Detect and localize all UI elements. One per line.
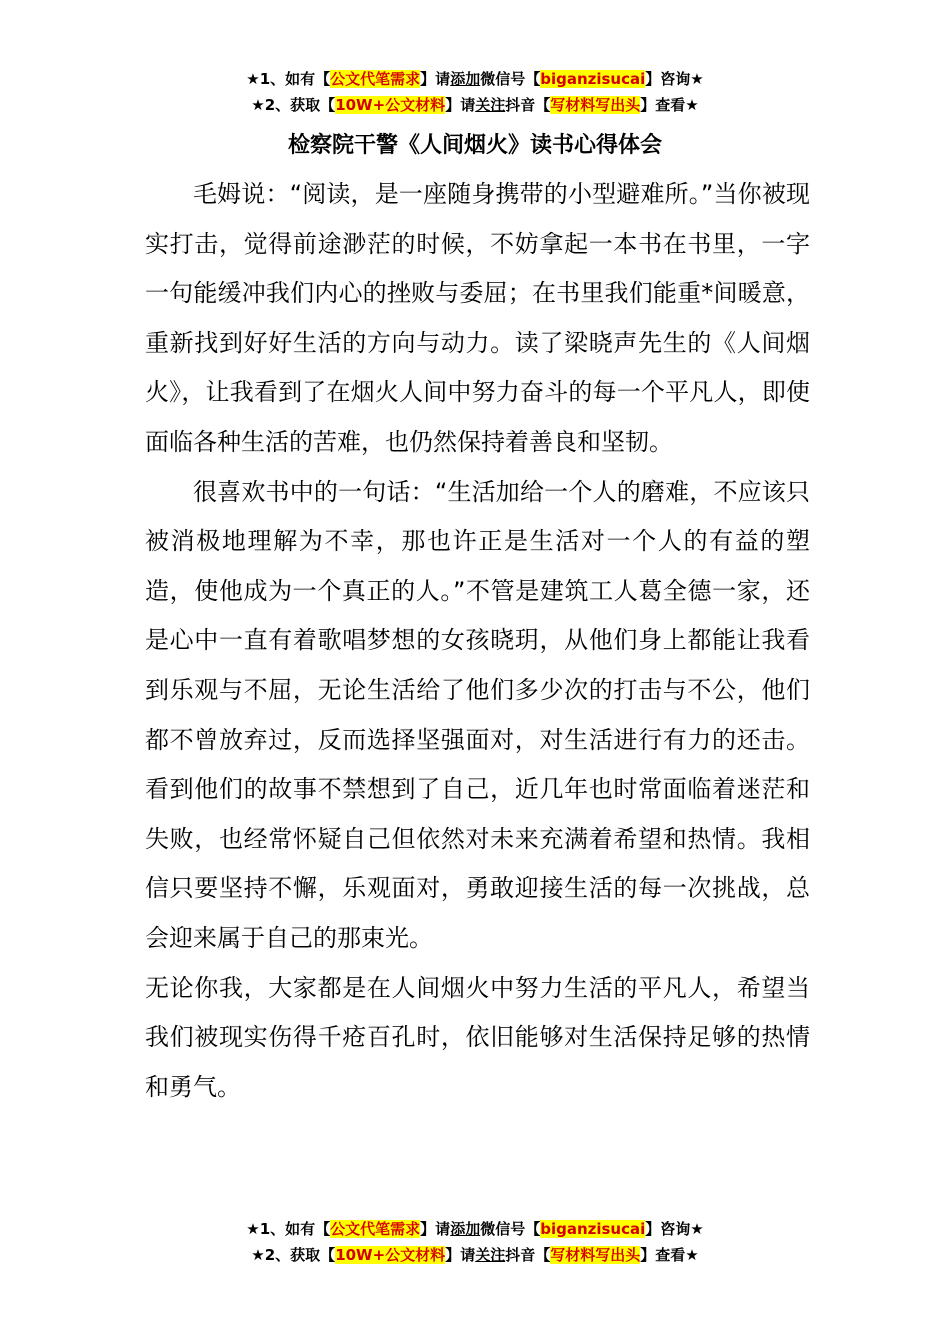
footer-banner xyxy=(0,1216,950,1268)
banner-text-underlined: 关注 xyxy=(475,1246,506,1264)
banner-text: 】请 xyxy=(420,70,451,88)
banner-text: 】请 xyxy=(445,96,476,114)
banner-text: 微信号【 xyxy=(480,70,541,88)
banner-text: 】查看★ xyxy=(640,1246,699,1264)
banner-text: ★2、获取【 xyxy=(251,96,336,114)
banner-text: 】请 xyxy=(445,1246,476,1264)
banner-line-2 xyxy=(0,1242,950,1268)
banner-text: 微信号【 xyxy=(480,1220,541,1238)
banner-text-underlined: 添加 xyxy=(450,70,481,88)
banner-line-1 xyxy=(0,66,950,92)
banner-text: 】请 xyxy=(420,1220,451,1238)
highlight-materials: 10W+公文材料 xyxy=(335,1246,446,1264)
banner-text: 】查看★ xyxy=(640,96,699,114)
document-title: 检察院干警《人间烟火》读书心得体会 xyxy=(287,133,662,158)
banner-text-underlined: 添加 xyxy=(450,1220,481,1238)
paragraph-2: 很喜欢书中的一句话：“生活加给一个人的磨难，不应该只被消极地理解为不幸，那也许正是生活对一个人的有益的塑造，使他成为一个真正的人。”不管是建筑工人葛全德一家，还是心中一直有着歌唱梦想的女孩晓玥，从他们身上都能让我看到乐观与不屈，无论生活给了他们多少次的打击与不公，他们都不曾放弃过，反而选择坚强面对，对生活进行有力的还击。看到他们的故事不禁想到了自己，近几年也时常面临着迷茫和失败，也经常怀疑自己但依然对未来充满着希望和热情。我相信只要坚持不懈，乐观面对，勇敢迎接生活的每一次挑战，总会迎来属于自己的那束光。 xyxy=(145,477,810,952)
banner-text: 抖音【 xyxy=(505,96,551,114)
banner-text: ★1、如有【 xyxy=(246,1220,331,1238)
banner-line-2 xyxy=(0,92,950,118)
banner-text: 抖音【 xyxy=(505,1246,551,1264)
banner-text: ★1、如有【 xyxy=(246,70,331,88)
header-banner xyxy=(0,66,950,118)
document-body xyxy=(145,170,810,1112)
paragraph-3: 无论你我，大家都是在人间烟火中努力生活的平凡人，希望当我们被现实伤得千疮百孔时，依旧能够对生活保持足够的热情和勇气。 xyxy=(145,973,810,1101)
douyin-account: 写材料写出头 xyxy=(550,1246,641,1264)
banner-line-1 xyxy=(0,1216,950,1242)
wechat-id: biganzisucai xyxy=(540,1220,646,1238)
banner-text: 】咨询★ xyxy=(645,70,704,88)
douyin-account: 写材料写出头 xyxy=(550,96,641,114)
highlight-materials: 10W+公文材料 xyxy=(335,96,446,114)
banner-text: 】咨询★ xyxy=(645,1220,704,1238)
highlight-service: 公文代笔需求 xyxy=(330,1220,421,1238)
paragraph-1: 毛姆说：“阅读，是一座随身携带的小型避难所。”当你被现实打击，觉得前途渺茫的时候，不妨拿起一本书在书里，一字一句能缓冲我们内心的挫败与委屈；在书里我们能重*间暖意，重新找到好好生活的方向与动力。读了梁晓声先生的《人间烟火》，让我看到了在烟火人间中努力奋斗的每一个平凡人，即使面临各种生活的苦难，也仍然保持着善良和坚韧。 xyxy=(145,180,810,456)
highlight-service: 公文代笔需求 xyxy=(330,70,421,88)
wechat-id: biganzisucai xyxy=(540,70,646,88)
banner-text: ★2、获取【 xyxy=(251,1246,336,1264)
banner-text-underlined: 关注 xyxy=(475,96,506,114)
